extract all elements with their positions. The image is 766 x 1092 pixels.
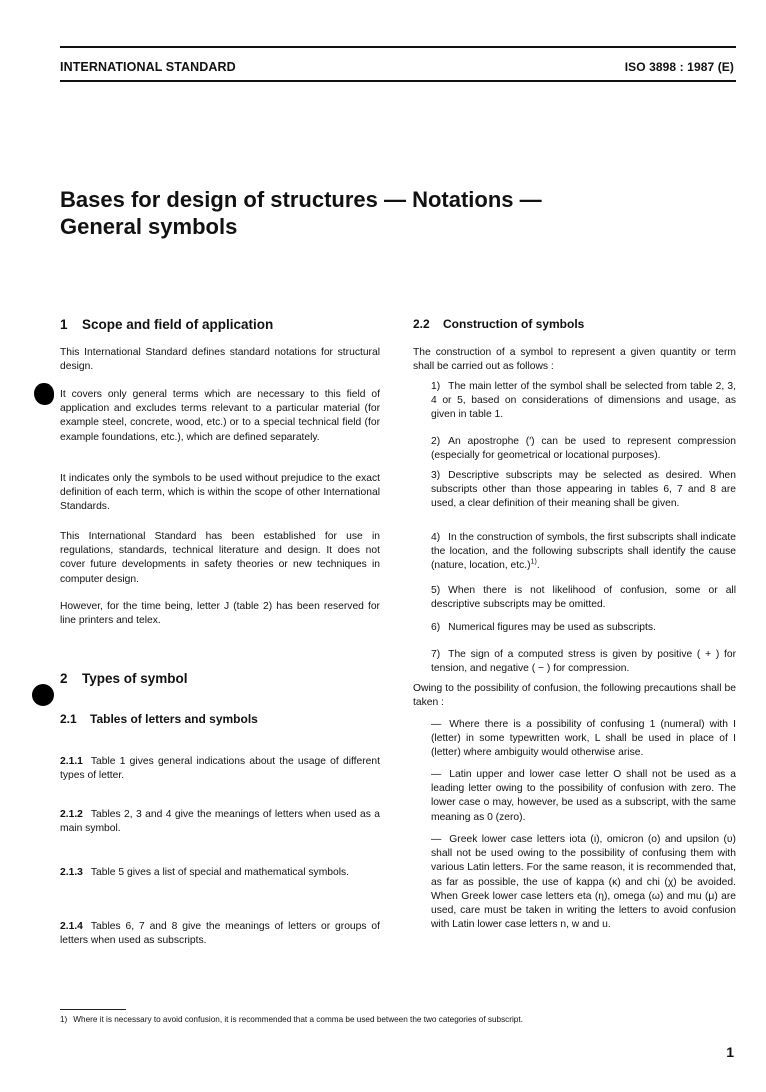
header-document-id: ISO 3898 : 1987 (E) [624,60,734,74]
section-2-1-heading: 2.1 Tables of letters and symbols [60,712,258,726]
clause-2-1-1: 2.1.1 Table 1 gives general indications about the usage of different types of letter. [60,756,380,782]
title-line-1: Bases for design of structures — Notations — [60,187,542,212]
precaution-item: — Latin upper and lower case letter O shall not be used as a leading letter owing to the possibility of confusion with zero. The lower case o may, however, be used as a subscript, with the same meaning as 0 (zero). [431,769,736,823]
clause-2-1-3: 2.1.3 Table 5 gives a list of special and mathematical symbols. [60,867,350,878]
header-rule-bottom [60,80,736,82]
footnote-text: Where it is necessary to avoid confusion, it is recommended that a comma be used between the two categories of subscript. [73,1015,523,1024]
clause-2-1-2: 2.1.2 Tables 2, 3 and 4 give the meanings of letters when used as a main symbol. [60,809,380,835]
section-1-paragraph: This International Standard defines standard notations for structural design. [60,347,380,373]
construction-rule-6: 6) Numerical figures may be used as subscripts. [431,622,656,633]
construction-rule-5: 5) When there is not likelihood of confusion, some or all descriptive subscripts may be omitted. [431,585,736,611]
document-title [60,186,680,240]
section-1-paragraph: This International Standard has been established for use in regulations, standards, technical literature and design. It does not cover future developments in safety theories or new techniques in computer design. [60,531,380,585]
construction-rule-7: 7) The sign of a computed stress is given by positive ( + ) for tension, and negative ( − ) for compression. [431,649,736,675]
construction-rule-3: 3) Descriptive subscripts may be selected as desired. When subscripts other than those appearing in tables 6, 7 and 8 are used, a clear definition of their meaning shall be given. [431,470,736,510]
header-rule-top [60,46,736,48]
section-1-paragraph: However, for the time being, letter J (table 2) has been reserved for line printers and telex. [60,601,380,627]
footnote-number: 1) [60,1015,68,1024]
section-1-heading: 1 Scope and field of application [60,317,274,332]
clause-2-1-4: 2.1.4 Tables 6, 7 and 8 give the meanings of letters or groups of letters when used as subscripts. [60,921,380,947]
title-line-2: General symbols [60,214,238,239]
section-2-2-intro: The construction of a symbol to represent a given quantity or term shall be carried out as follows : [413,347,736,373]
construction-rule-2: 2) An apostrophe (′) can be used to represent compression (especially for geometrical or locational purposes). [431,436,736,462]
section-1-paragraph: It covers only general terms which are necessary to this field of application and excludes terms relevant to a particular material (for example steel, concrete, wood, etc.) or to a special technical field (for example foundations, etc.), which are defined separately. [60,389,380,443]
page-number: 1 [726,1044,734,1060]
punch-hole-mark [32,684,54,706]
construction-rule-4: 4) In the construction of symbols, the first subscripts shall indicate the location, and the following subscripts shall identify the cause (nature, location, etc.)$^{1)}$. [431,532,736,572]
footnote-reference: 1) [530,558,537,566]
section-2-2-heading: 2.2 Construction of symbols [413,317,585,331]
header-standard-label: INTERNATIONAL STANDARD [60,60,236,74]
footnote-rule [60,1009,126,1010]
precautions-intro: Owing to the possibility of confusion, the following precautions shall be taken : [413,683,736,709]
construction-rule-1: 1) The main letter of the symbol shall be selected from table 2, 3, 4 or 5, based on considerations of dimensions and usage, as given in table 1. [431,381,736,421]
precaution-item: — Greek lower case letters iota (ι), omicron (ο) and upsilon (υ) shall not be used owing to the possibility of confusing them with various Latin letters. For the same reason, it is recommended that, as far as possible, the use of kappa (κ) and chi (χ) be avoided. When Greek lower case letters eta (η), omega (ω) and mu (μ) are used, care must be taken in writing the letters to avoid confusion with Latin lower case letters n, w and u. [431,834,736,931]
section-2-heading: 2 Types of symbol [60,671,188,686]
precaution-item: — Where there is a possibility of confusing 1 (numeral) with I (letter) in some typewritten work, L shall be used in place of I (letter) where ambiguity would otherwise arise. [431,719,736,759]
section-1-paragraph: It indicates only the symbols to be used without prejudice to the exact definition of each term, which is within the scope of other International Standards. [60,473,380,513]
footnote [60,1014,523,1025]
punch-hole-mark [34,383,54,405]
